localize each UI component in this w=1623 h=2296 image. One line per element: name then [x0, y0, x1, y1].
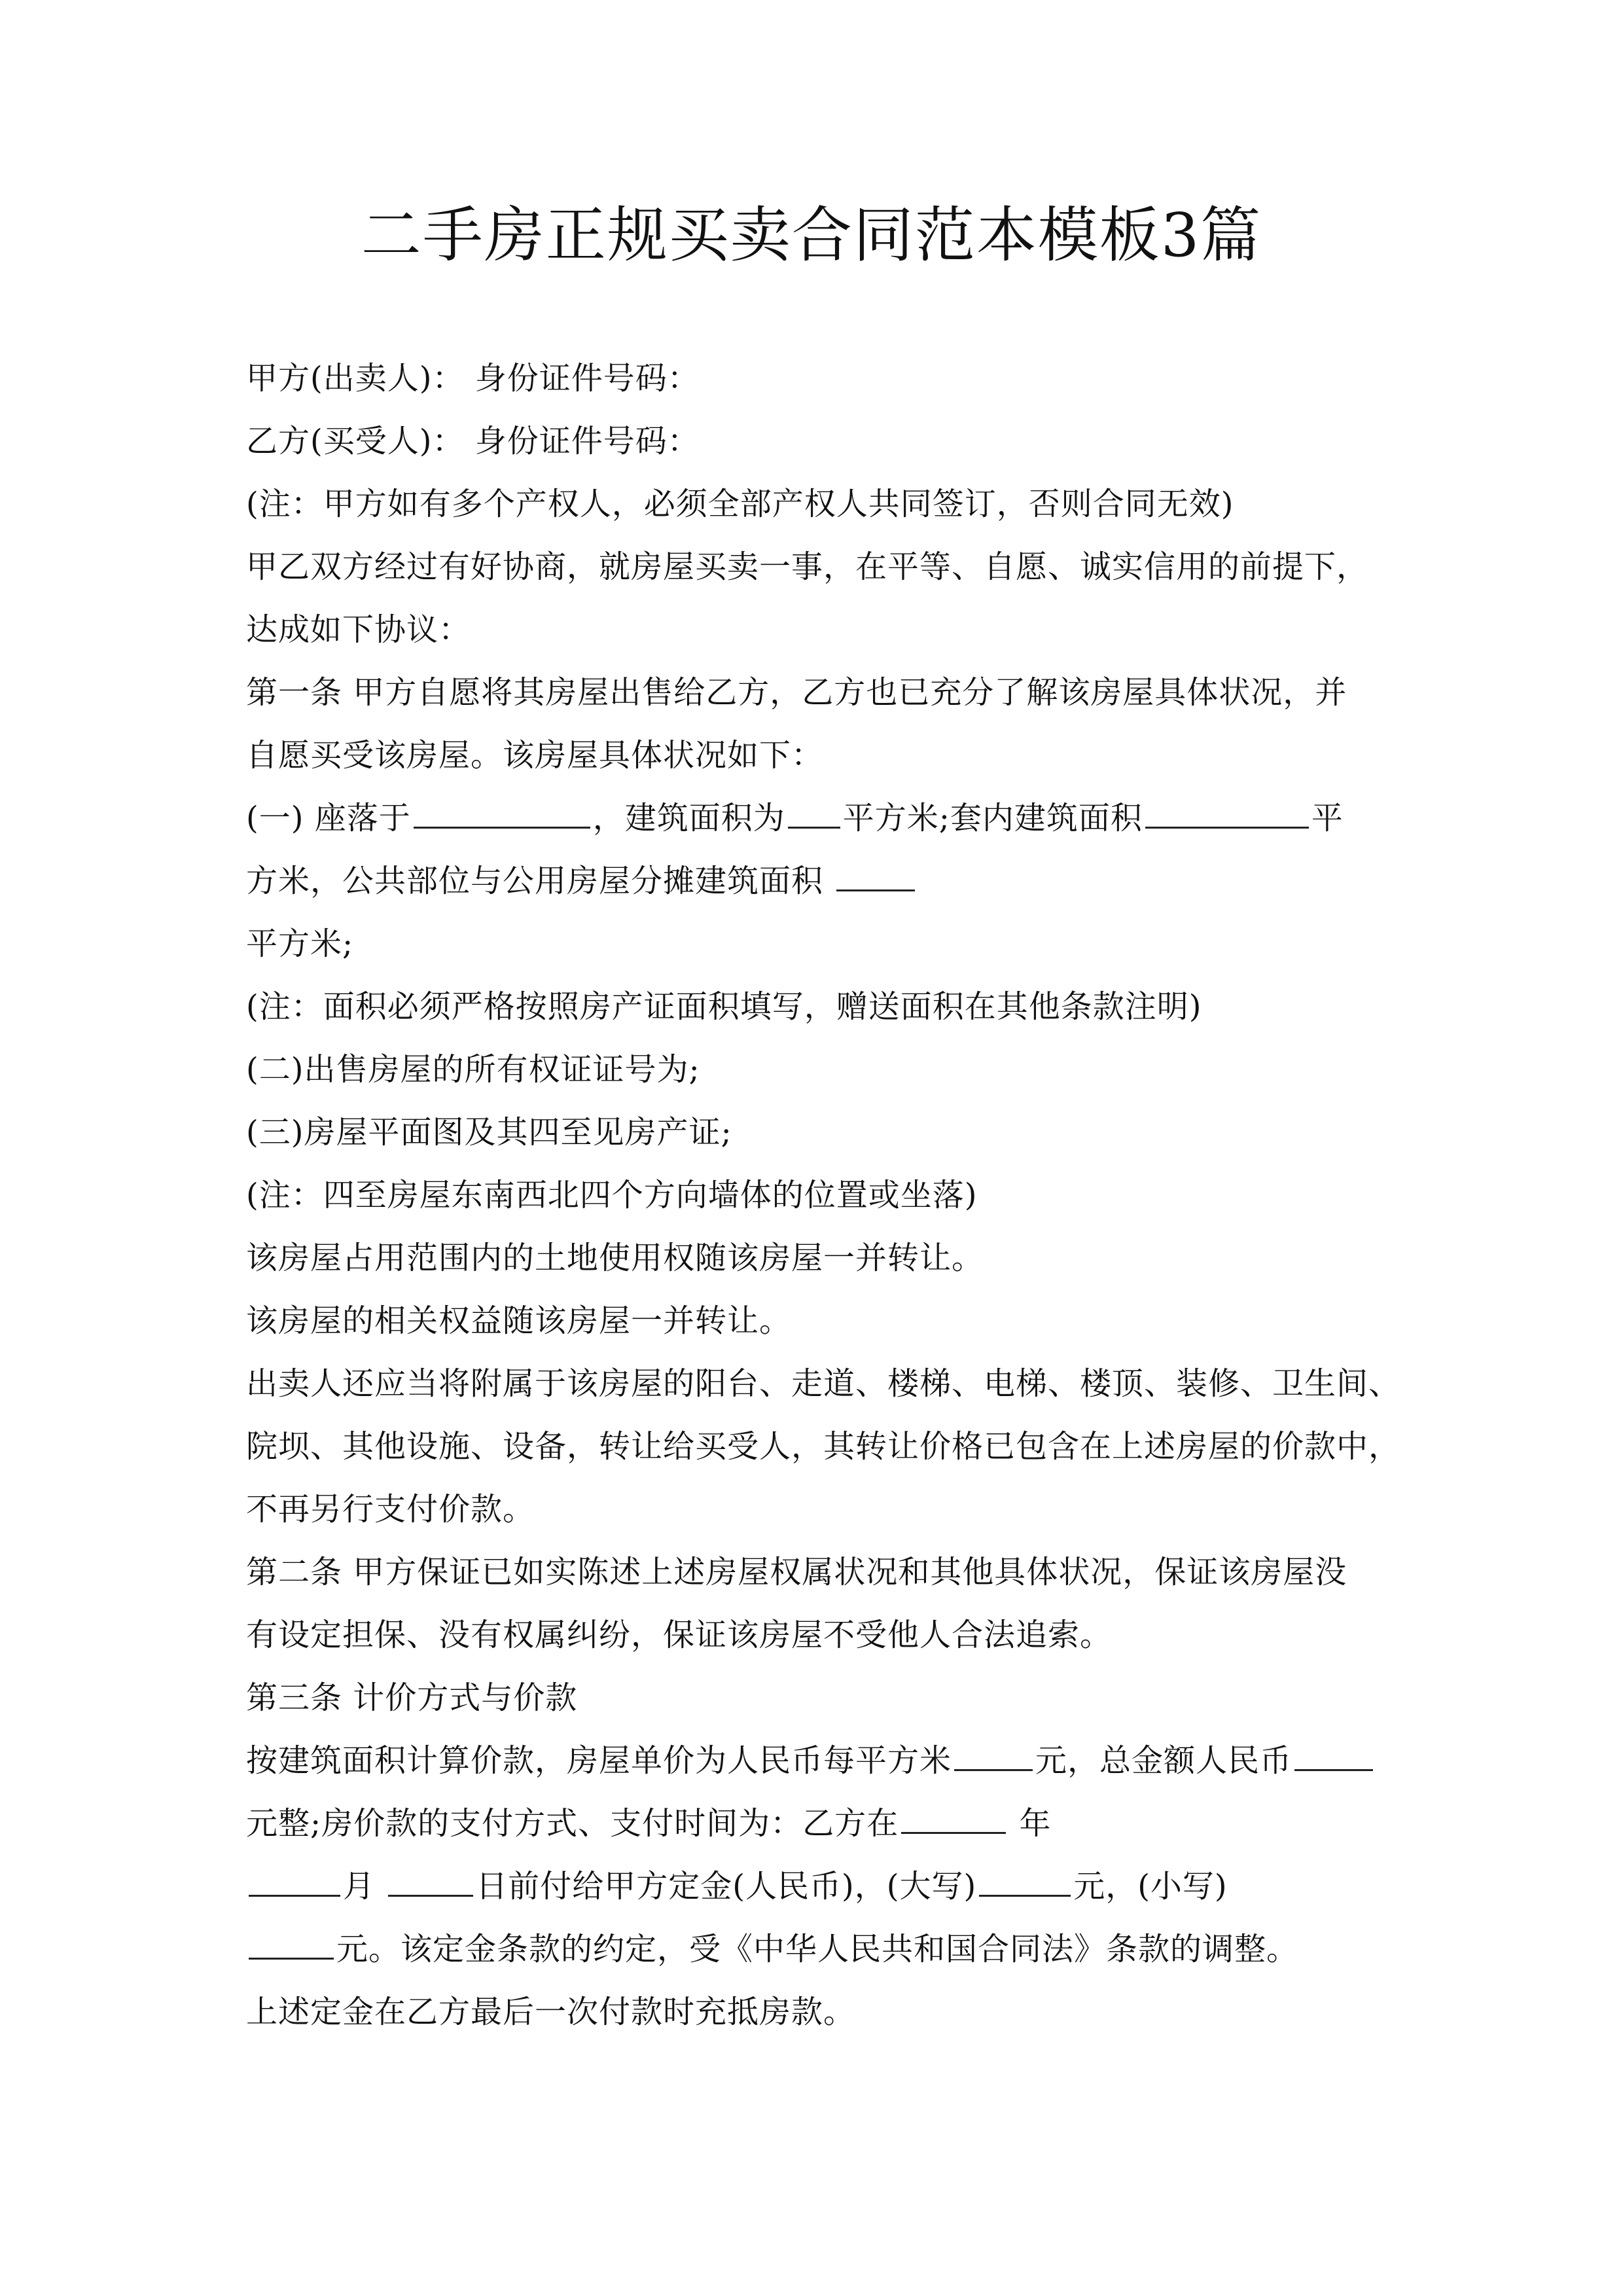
- deposit-offset-line: 上述定金在乙方最后一次付款时充抵房款。: [246, 1994, 856, 2030]
- shared-area-blank: [836, 886, 915, 891]
- total-price-blank: [1294, 1765, 1373, 1771]
- article-2-line-2: 有设定担保、没有权属纠纷，保证该房屋不受他人合法追索。: [246, 1617, 1113, 1653]
- month-unit: 月: [343, 1868, 386, 1905]
- total-price-label: 元，总金额人民币: [1035, 1742, 1293, 1779]
- note-area: (注：面积必须严格按照房产证面积填写，赠送面积在其他条款注明): [246, 988, 1202, 1025]
- deposit-clause-text: 元。该定金条款的约定，受《中华人民共和国合同法》条款的调整。: [336, 1931, 1299, 1967]
- year-unit: 年: [1008, 1805, 1052, 1842]
- area-blank: [788, 823, 840, 829]
- article-1-line-1: 第一条 甲方自愿将其房屋出售给乙方，乙方也已充分了解该房屋具体状况，并: [246, 674, 1347, 711]
- note-owners: (注：甲方如有多个产权人，必须全部产权人共同签订，否则合同无效): [246, 486, 1234, 522]
- payment-year-blank: [901, 1828, 1006, 1834]
- preamble-line-2: 达成如下协议：: [246, 611, 471, 648]
- unit-price-blank: [954, 1765, 1033, 1771]
- inner-area-label: 平方米;套内建筑面积: [842, 800, 1143, 836]
- property-location-line: [246, 798, 1344, 838]
- payment-time-label: 元整;房价款的支付方式、支付时间为：乙方在: [246, 1805, 899, 1842]
- shared-area-line: [246, 861, 918, 901]
- price-line: [246, 1741, 1376, 1780]
- attachments-line-1: 出卖人还应当将附属于该房屋的阳台、走道、楼梯、电梯、楼顶、装修、卫生间、: [246, 1365, 1401, 1402]
- deposit-clause-line: [246, 1929, 1298, 1969]
- deposit-label: 日前付给甲方定金(人民币)，(大写): [476, 1868, 977, 1905]
- party-a-line: 甲方(出卖人)： 身份证件号码：: [246, 360, 700, 397]
- deposit-day-blank: [388, 1891, 473, 1897]
- unit-price-label: 按建筑面积计算价款，房屋单价为人民币每平方米: [246, 1742, 952, 1779]
- deposit-lowercase-label: 元，(小写): [1073, 1868, 1228, 1905]
- article-2-line-1: 第二条 甲方保证已如实陈述上述房屋权属状况和其他具体状况，保证该房屋没: [246, 1554, 1347, 1590]
- payment-method-line: [246, 1804, 1051, 1843]
- shared-area-label: 方米，公共部位与公用房屋分摊建筑面积: [246, 863, 834, 899]
- note-boundaries: (注：四至房屋东南西北四个方向墙体的位置或坐落): [246, 1177, 978, 1213]
- article-1-line-2: 自愿买受该房屋。该房屋具体状况如下：: [246, 737, 824, 774]
- attachments-line-2: 院坝、其他设施、设备，转让给买受人，其转让价格已包含在上述房屋的价款中，: [246, 1428, 1401, 1465]
- document-title: 二手房正规买卖合同范本模板3篇: [361, 200, 1262, 270]
- inner-area-unit: 平: [1311, 800, 1344, 836]
- location-label: (一) 座落于: [246, 800, 411, 836]
- floor-plan-line: (三)房屋平面图及其四至见房产证;: [246, 1114, 732, 1151]
- deposit-date-line: [246, 1867, 1228, 1906]
- inner-area-blank: [1145, 823, 1309, 829]
- location-blank: [414, 823, 590, 829]
- certificate-line: (二)出售房屋的所有权证证号为;: [246, 1051, 700, 1088]
- area-label: ，建筑面积为: [592, 800, 785, 836]
- deposit-month-blank: [249, 1891, 340, 1897]
- article-3-heading: 第三条 计价方式与价款: [246, 1679, 578, 1716]
- attachments-line-3: 不再另行支付价款。: [246, 1491, 535, 1528]
- land-use-line: 该房屋占用范围内的土地使用权随该房屋一并转让。: [246, 1240, 984, 1276]
- deposit-lowercase-blank: [249, 1954, 334, 1960]
- rights-line: 该房屋的相关权益随该房屋一并转让。: [246, 1302, 792, 1339]
- shared-area-unit-line: 平方米;: [246, 925, 354, 962]
- deposit-uppercase-blank: [979, 1891, 1071, 1897]
- party-b-line: 乙方(买受人)： 身份证件号码：: [246, 423, 700, 459]
- preamble-line-1: 甲乙双方经过有好协商，就房屋买卖一事，在平等、自愿、诚实信用的前提下，: [246, 548, 1369, 585]
